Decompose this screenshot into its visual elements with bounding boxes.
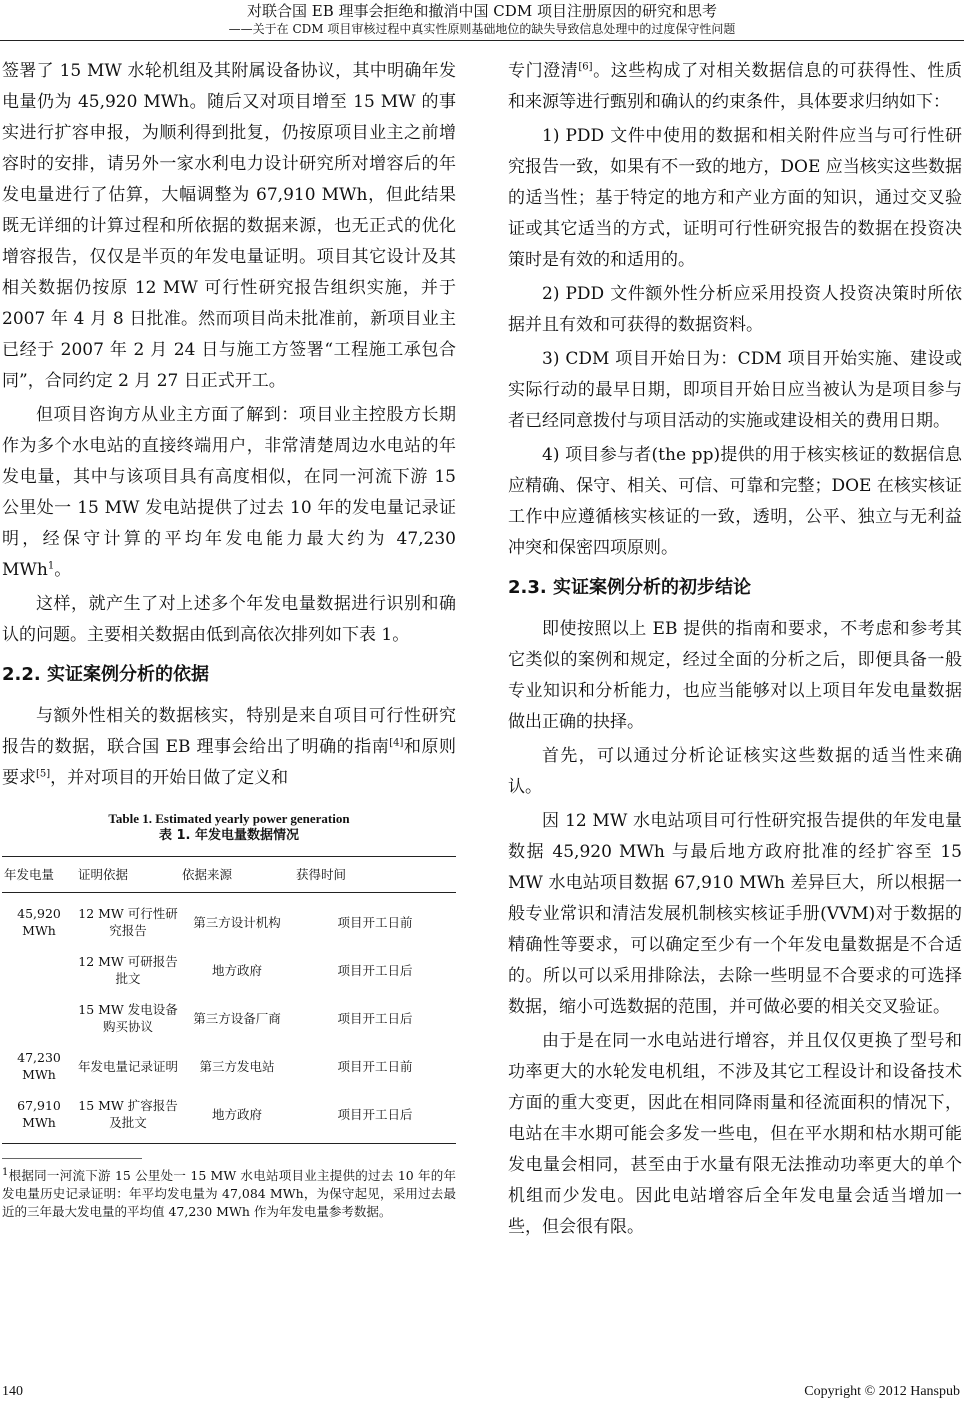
paragraph-text: 但项目咨询方从业主方面了解到：项目业主控股方长期作为多个水电站的直接终端用户，非常清楚周边水电站的年发电量，其中与该项目具有高度相似，在同一河流下游 15 公里处一 15 MW 发电站提供了过去 10 年的发电量记录证明，经保守计算的平均年发电能力最大约为 47,230 MWh [2, 405, 456, 580]
left-column [2, 56, 456, 1221]
table-cell: 项目开工日前 [337, 914, 413, 930]
paragraph [2, 400, 456, 586]
paragraph: 即使按照以上 EB 提供的指南和要求，不考虑和参考其它类似的案例和规定，经过全面的分析之后，即便具备一般专业知识和分析能力，也应当能够对以上项目年发电量数据做出正确的抉择。 [508, 619, 962, 732]
footnote-mark: 1 [2, 1166, 9, 1178]
table-cell: 年发电量记录证明 [78, 1058, 179, 1074]
list-item: 2) PDD 文件额外性分析应采用投资人投资决策时所依据并且有效和可获得的数据资料。 [508, 284, 962, 335]
paragraph-text: 。这些构成了对相关数据信息的可获得性、性质和来源等进行甄别和确认的约束条件，具体要求归纳如下： [508, 61, 963, 112]
table-cell [2, 994, 76, 1042]
table-cell: 12 MW 可研报告批文 [78, 954, 178, 986]
table-cell: 项目开工日后 [337, 1010, 413, 1026]
table-cell: 项目开工日后 [294, 1090, 456, 1144]
list-item: 4) 项目参与者(the pp)提供的用于核实核证的数据信息应精确、保守、相关、可信、可靠和完整；DOE 在核实核证工作中应遵循核实核证的一致，透明，公平、独立与无利益冲突和保密四项原则。 [508, 445, 962, 558]
running-header-subtitle: ——关于在 CDM 项目审核过程中真实性原则基础地位的缺失导致信息处理中的过度保守性问题 [228, 22, 736, 36]
right-column [508, 56, 962, 1246]
running-header [0, 2, 964, 37]
table-header-cell: 证明依据 [76, 857, 180, 893]
table-cell: 47,230 MWh [17, 1050, 61, 1082]
table-cell: 第三方设备厂商 [193, 1010, 281, 1026]
table-caption-en: Table 1. Estimated yearly power generation [108, 811, 350, 826]
section-heading: 2.2. 实证案例分析的依据 [2, 664, 209, 685]
paragraph-text: ，并对项目的开始日做了定义和 [50, 768, 289, 788]
table-caption-zh: 表 1. 年发电量数据情况 [158, 828, 300, 843]
citation-ref[interactable]: [4] [389, 737, 404, 749]
table-header-row [2, 857, 456, 893]
table-cell: 15 MW 扩容报告及批文 [76, 1090, 180, 1144]
paragraph: 由于是在同一水电站进行增容，并且仅仅更换了型号和功率更大的水轮发电机组，不涉及其它工程设计和设备技术方面的重大变更，因此在相同降雨量和径流面积的情况下，电站在丰水期可能会多发一些电，但在平水期和枯水期可能发电量会相同，甚至由于水量有限无法推动功率更大的单个机组而少发电。因此电站增容后全年发电量会适当增加一些，但会很有限。 [508, 1031, 962, 1237]
paragraph-text: 和原则要求 [2, 737, 456, 788]
table-caption [2, 810, 456, 844]
paragraph [508, 56, 962, 118]
table-cell: 12 MW 可行性研究报告 [78, 906, 178, 938]
copyright-notice: Copyright © 2012 Hanspub [804, 1384, 960, 1399]
table-header-cell: 年发电量 [2, 857, 76, 893]
list-item: 1) PDD 文件中使用的数据和相关附件应当与可行性研究报告一致，如果有不一致的地方，DOE 应当核实这些数据的适当性；基于特定的地方和产业方面的知识，通过交叉验证或其它适当的方式，证明可行性研究报告的数据在投资决策时是有效的和适用的。 [508, 126, 962, 270]
section-heading: 2.3. 实证案例分析的初步结论 [508, 577, 751, 598]
paragraph: 签署了 15 MW 水轮机组及其附属设备协议，其中明确年发电量仍为 45,920 MWh。随后又对项目增至 15 MW 的事实进行扩容申报，为顺利得到批复，仍按原项目业主之前增容时的安排，请另外一家水利电力设计研究所对增容后的年发电量进行了估算，大幅调整为 67,910 MWh，但此结果既无详细的计算过程和所依据的数据来源，也无正式的优化增容报告，仅仅是半页的年发电量证明。项目其它设计及其相关数据仍按原 12 MW 可行性研究报告组织实施，并于 2007 年 4 月 8 日批准。然而项目尚未批准前，新项目业主已经于 2007 年 2 月 24 日与施工方签署“工程施工承包合同”，合同约定 2 月 27 日正式开工。 [2, 61, 456, 391]
footnote-text: 根据同一河流下游 15 公里处一 15 MW 水电站项目业主提供的过去 10 年的年发电量历史记录证明：年平均发电量为 47,084 MWh，为保守起见，采用过去最近的三年最大发电量的平均值 47,230 MWh 作为年发电量参考数据。 [2, 1168, 456, 1219]
table-cell: 地方政府 [211, 962, 262, 978]
table-cell [2, 946, 76, 994]
table-row [2, 1042, 456, 1090]
footnote-ref[interactable]: 1 [47, 560, 55, 572]
paragraph-text: 与额外性相关的数据核实，特别是来自项目可行性研究报告的数据，联合国 EB 理事会给出了明确的指南 [2, 706, 456, 757]
citation-ref[interactable]: [6] [578, 61, 593, 73]
list-item: 3) CDM 项目开始日为：CDM 项目开始实施、建设或实际行动的最早日期，即项目开始日应当被认为是项目参与者已经同意拨付与项目活动的实施或建设相关的费用日期。 [508, 349, 962, 431]
paragraph: 因 12 MW 水电站项目可行性研究报告提供的年发电量数据 45,920 MWh 与最后地方政府批准的经扩容至 15 MW 水电站项目数据 67,910 MWh 差异巨大，所以根据一般专业常识和清洁发展机制核实核证手册(VVM)对于数据的精确性等要求，可以确定至少有一个年发电量数据是不合适的。所以可以采用排除法，去除一些明显不合要求的可选择数据，缩小可选数据的范围，并可做必要的相关交叉验证。 [508, 811, 962, 1017]
table-cell: 45,920 MWh [17, 906, 61, 938]
table-row [2, 1090, 456, 1144]
page-number: 140 [2, 1384, 23, 1399]
table-cell: 15 MW 发电设备购买协议 [78, 1002, 178, 1034]
table-cell: 地方政府 [180, 1090, 294, 1144]
paragraph [2, 701, 456, 794]
table-cell: 第三方设计机构 [193, 914, 281, 930]
table-cell: 项目开工日前 [337, 1058, 413, 1074]
paragraph-text: 专门澄清 [508, 61, 579, 81]
table-header-cell: 获得时间 [294, 857, 456, 893]
table-cell: 第三方发电站 [199, 1058, 275, 1074]
table-cell: 项目开工日后 [337, 962, 413, 978]
table-cell: 67,910 MWh [2, 1090, 76, 1144]
table-row [2, 946, 456, 994]
footnote [2, 1167, 456, 1221]
table-row [2, 994, 456, 1042]
paragraph-text: 。 [54, 560, 72, 580]
table-header-cell: 依据来源 [180, 857, 294, 893]
running-header-title: 对联合国 EB 理事会拒绝和撤消中国 CDM 项目注册原因的研究和思考 [247, 2, 717, 20]
paragraph: 这样，就产生了对上述多个年发电量数据进行识别和确认的问题。主要相关数据由低到高依次排列如下表 1。 [2, 594, 456, 645]
header-divider [0, 40, 964, 41]
citation-ref[interactable]: [5] [36, 768, 51, 780]
paragraph: 首先，可以通过分析论证核实这些数据的适当性来确认。 [508, 746, 962, 797]
footnote-divider [2, 1158, 142, 1159]
power-generation-table [2, 856, 456, 1144]
table-row [2, 893, 456, 947]
